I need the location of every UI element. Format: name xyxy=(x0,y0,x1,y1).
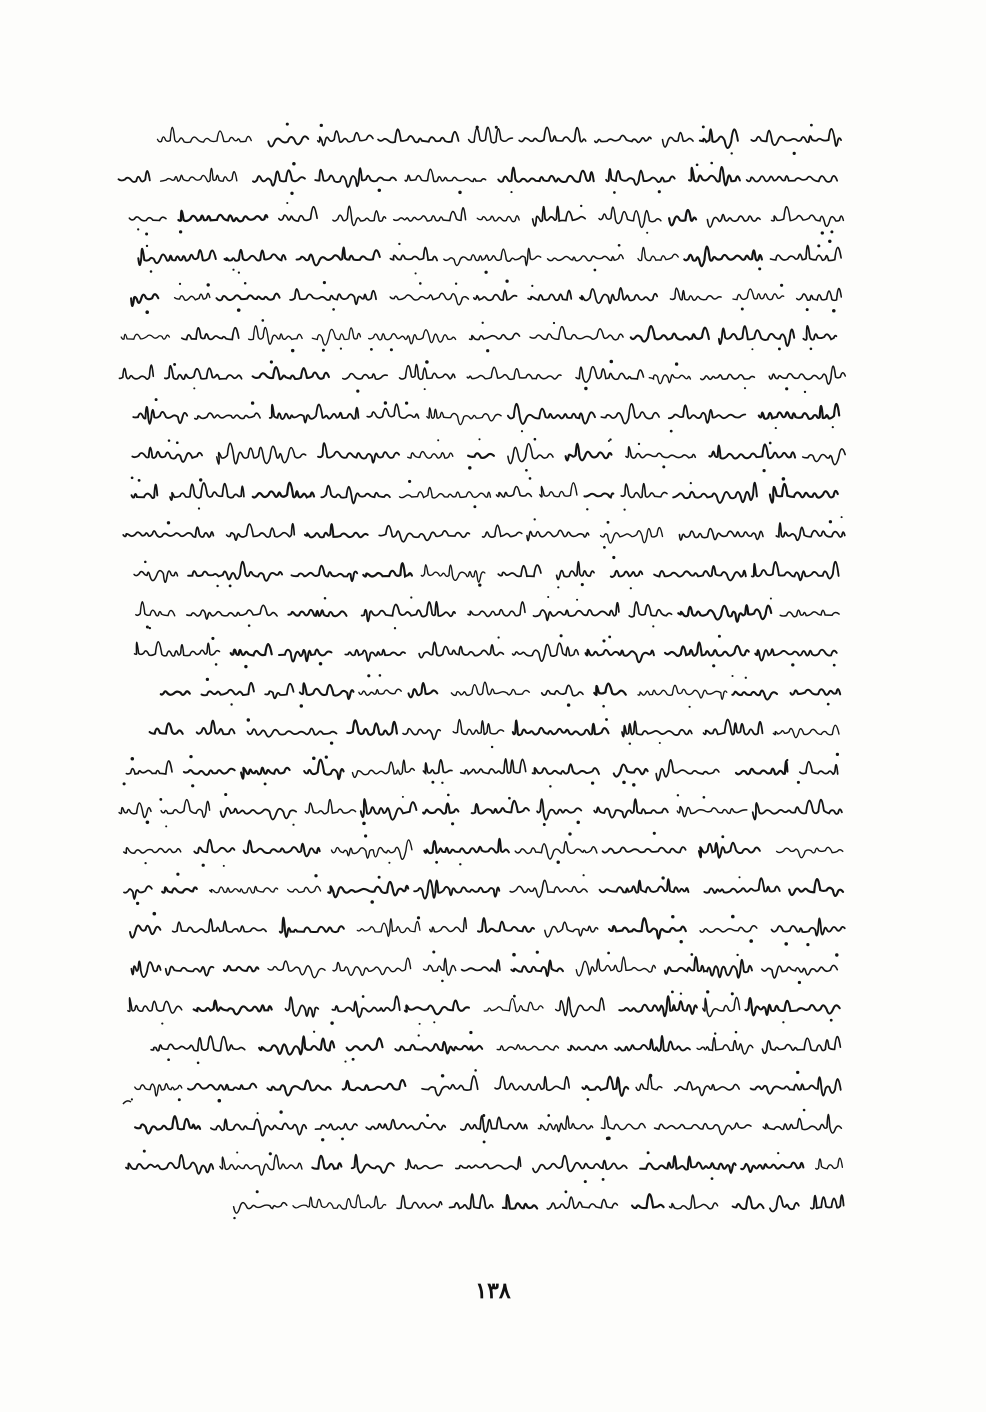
handwriting-line xyxy=(138,240,841,275)
handwriting-line xyxy=(131,280,841,314)
handwriting-line xyxy=(119,360,845,393)
handwriting-line xyxy=(132,438,845,472)
handwriting-line xyxy=(119,162,838,195)
handwriting-line xyxy=(158,123,842,155)
handwriting-line xyxy=(124,832,843,867)
handwriting-line xyxy=(123,753,839,788)
page-number: ١٣٨ xyxy=(475,1278,511,1304)
handwriting-line xyxy=(133,398,839,432)
handwriting-line xyxy=(129,202,843,236)
handwritten-arabic-text-block xyxy=(112,118,852,1258)
handwriting-line xyxy=(130,912,845,946)
handwriting-line xyxy=(119,793,842,827)
handwriting-line xyxy=(124,873,843,905)
handwriting-line xyxy=(131,476,838,510)
handwriting-line xyxy=(151,1031,840,1064)
handwriting-line xyxy=(161,674,840,708)
handwriting-line xyxy=(135,1109,841,1144)
handwriting-line xyxy=(131,1069,841,1102)
handwriting-line xyxy=(131,951,838,985)
handwriting-line xyxy=(136,596,839,629)
handwriting-lines xyxy=(112,118,852,1258)
handwriting-line xyxy=(233,1190,843,1219)
handwriting-line xyxy=(123,516,845,549)
handwriting-line xyxy=(150,718,839,748)
handwriting-line xyxy=(134,556,839,589)
handwriting-line xyxy=(121,319,836,352)
handwriting-line xyxy=(126,1150,842,1183)
handwriting-line xyxy=(128,990,840,1025)
handwriting-line xyxy=(135,634,837,668)
ink-mark xyxy=(122,1098,132,1106)
